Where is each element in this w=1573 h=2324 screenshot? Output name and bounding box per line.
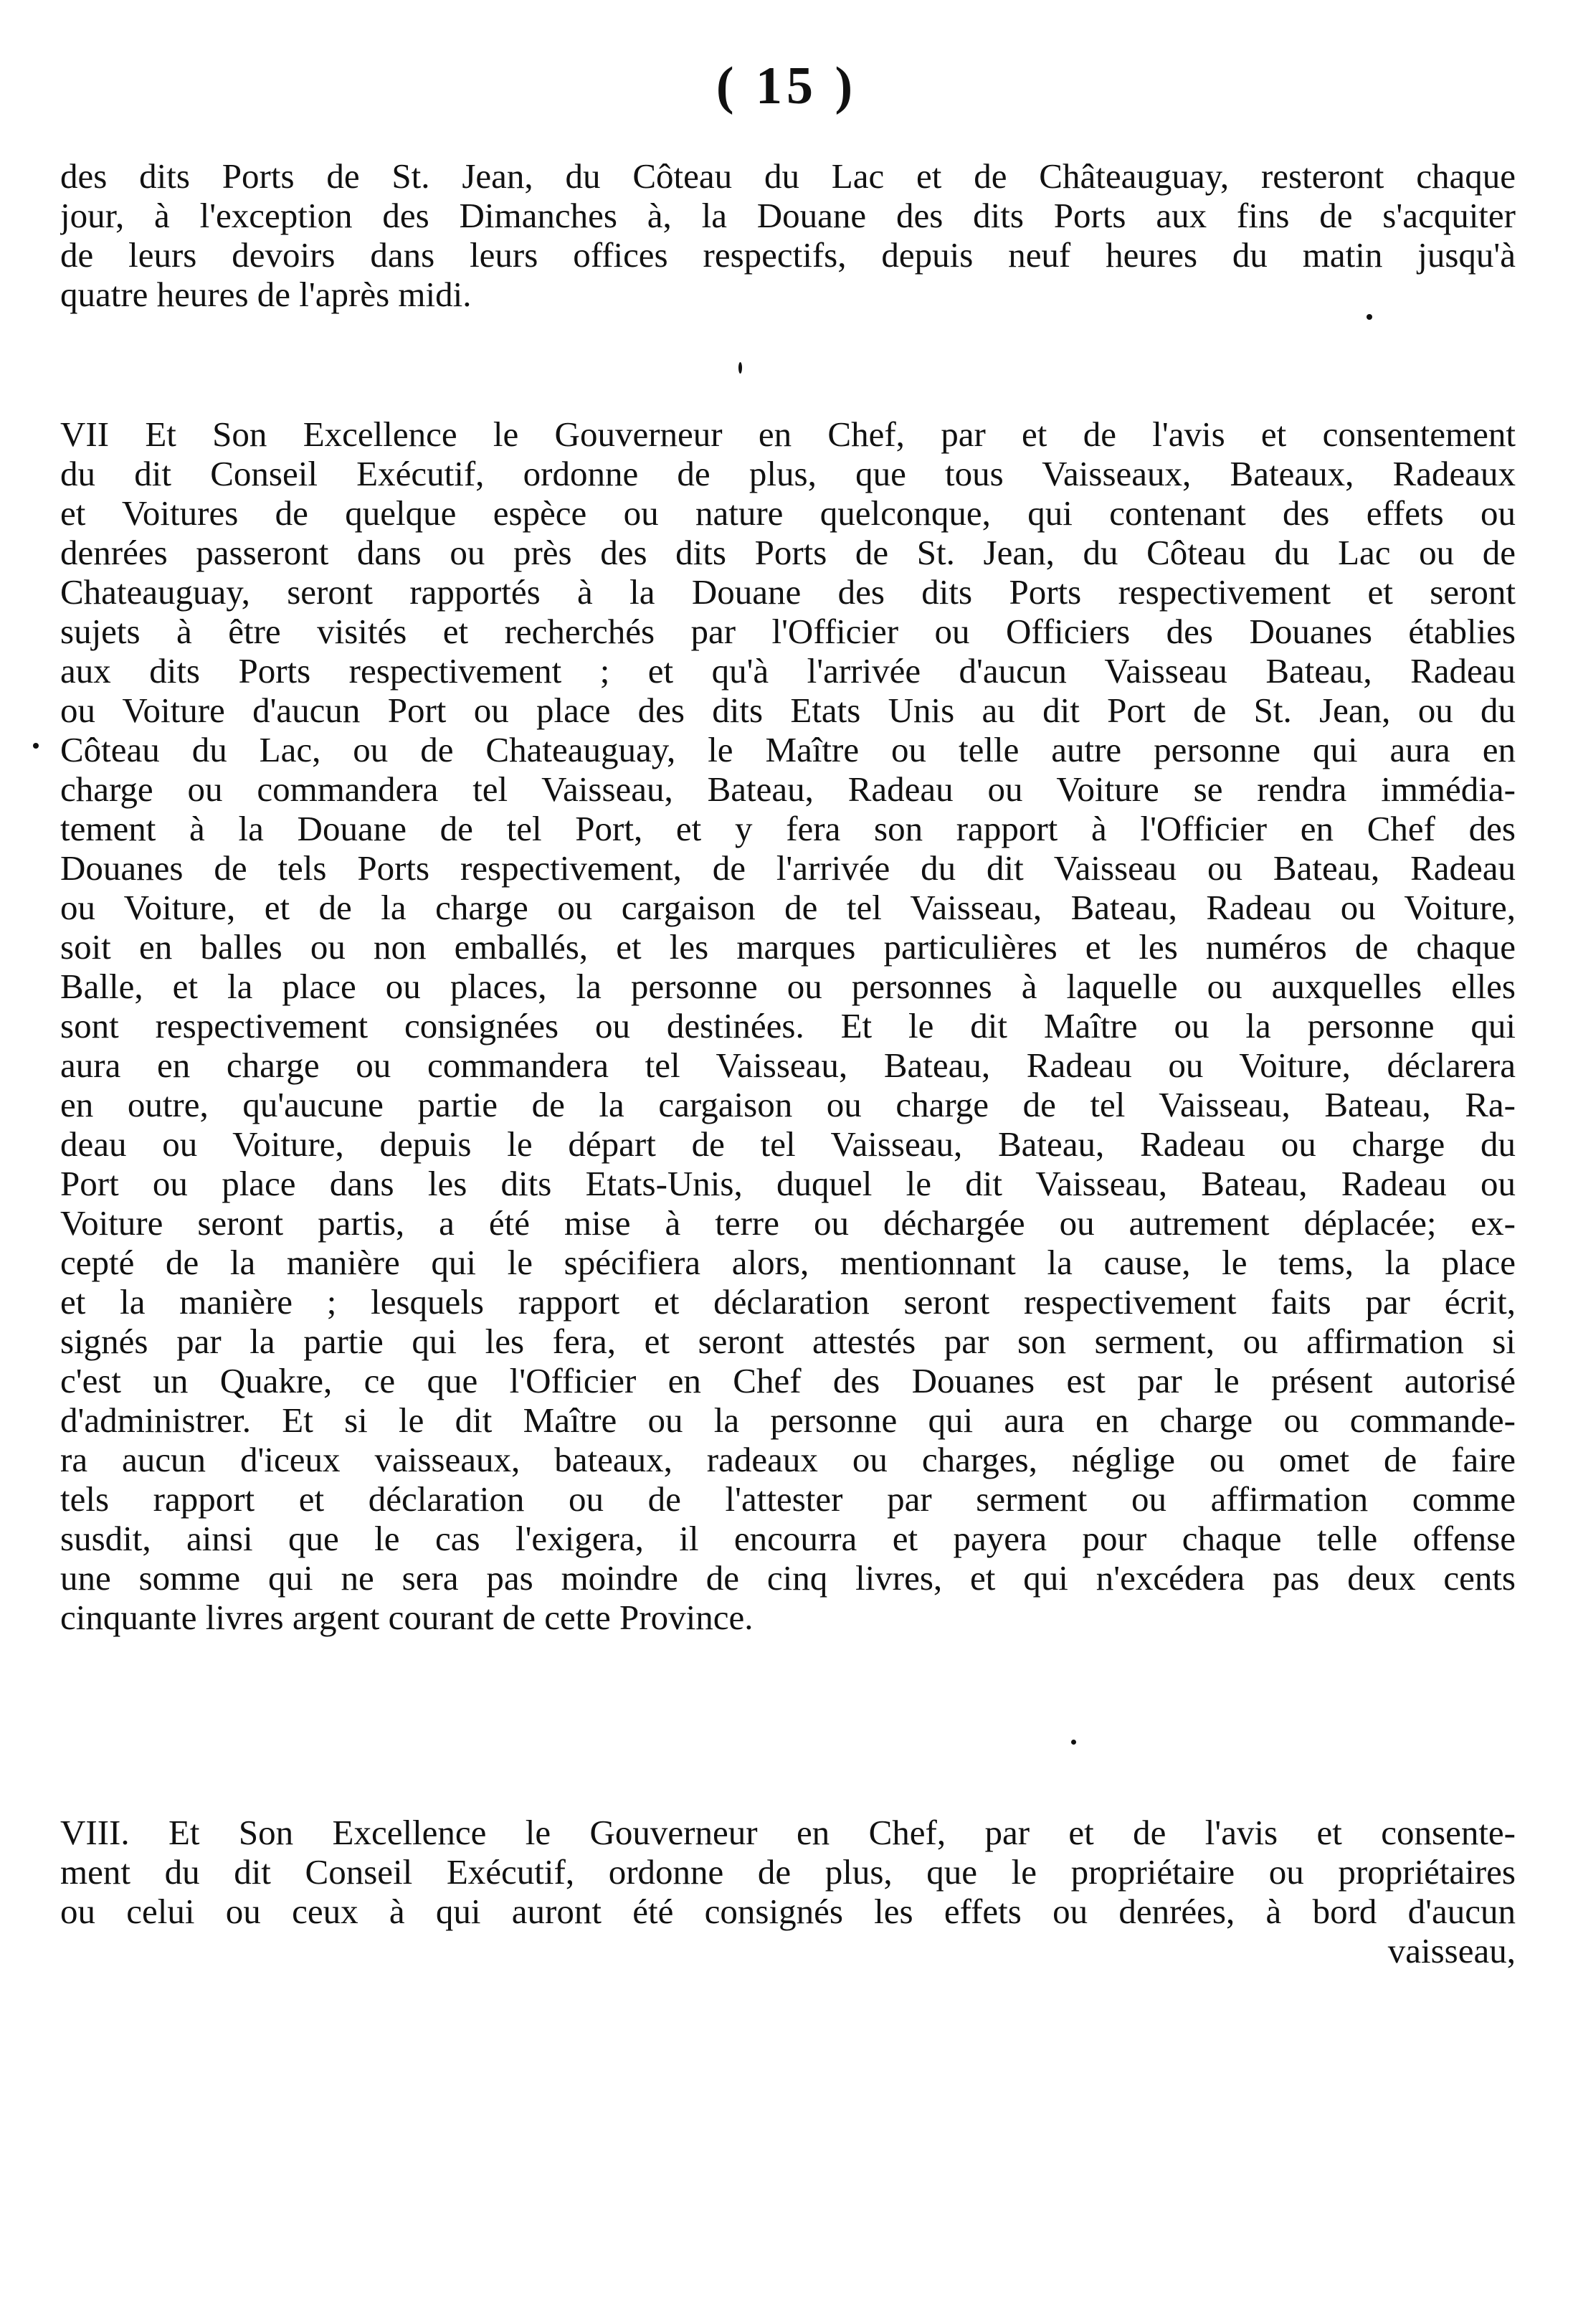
text-line: une somme qui ne sera pas moindre de cinq livres, et qui n'excédera pas deux cents [60,1558,1516,1598]
text-line: sont respectivement consignées ou destinées. Et le dit Maître ou la personne qui [60,1006,1516,1045]
ink-speck [1071,1740,1076,1745]
text-line: Côteau du Lac, ou de Chateauguay, le Maître ou telle autre personne qui aura en [60,730,1516,769]
article-vii [60,414,1516,1637]
text-line: Balle, et la place ou places, la personne ou personnes à laquelle ou auxquelles elles [60,967,1516,1006]
text-line: aux dits Ports respectivement ; et qu'à l'arrivée d'aucun Vaisseau Bateau, Radeau [60,651,1516,691]
text-line: de leurs devoirs dans leurs offices respectifs, depuis neuf heures du matin jusqu'à [60,235,1516,275]
text-line: ou Voiture, et de la charge ou cargaison de tel Vaisseau, Bateau, Radeau ou Voiture, [60,888,1516,927]
text-line: sujets à être visités et recherchés par l'Officier ou Officiers des Douanes établies [60,612,1516,651]
text-line: et la manière ; lesquels rapport et déclaration seront respectivement faits par écrit, [60,1282,1516,1322]
text-line: ou Voiture d'aucun Port ou place des dits Etats Unis au dit Port de St. Jean, ou du [60,691,1516,730]
text-line: aura en charge ou commandera tel Vaisseau, Bateau, Radeau ou Voiture, déclarera [60,1045,1516,1085]
text-line: du dit Conseil Exécutif, ordonne de plus, que tous Vaisseaux, Bateaux, Radeaux [60,454,1516,493]
text-line: Chateauguay, seront rapportés à la Douane des dits Ports respectivement et seront [60,572,1516,612]
text-line: charge ou commandera tel Vaisseau, Bateau, Radeau ou Voiture se rendra immédia- [60,769,1516,809]
page-number: ( 15 ) [716,57,857,115]
text-line: jour, à l'exception des Dimanches à, la Douane des dits Ports aux fins de s'acquiter [60,196,1516,235]
text-line: d'administrer. Et si le dit Maître ou la personne qui aura en charge ou commande- [60,1400,1516,1440]
text-line: susdit, ainsi que le cas l'exigera, il encourra et payera pour chaque telle offense [60,1519,1516,1558]
text-line: denrées passeront dans ou près des dits Ports de St. Jean, du Côteau du Lac ou de [60,533,1516,572]
paragraph-1 [60,156,1516,314]
text-line: des dits Ports de St. Jean, du Côteau du Lac et de Châteauguay, resteront chaque [60,156,1516,196]
ink-speck [738,362,742,374]
text-line: c'est un Quakre, ce que l'Officier en Chef des Douanes est par le présent autorisé [60,1361,1516,1400]
text-line: quatre heures de l'après midi. [60,275,472,314]
ink-speck [33,743,39,749]
catchword: vaisseau, [1387,1931,1516,1970]
text-line: ou celui ou ceux à qui auront été consignés les effets ou denrées, à bord d'aucun [60,1892,1516,1931]
text-line: soit en balles ou non emballés, et les marques particulières et les numéros de chaque [60,927,1516,967]
text-line: Douanes de tels Ports respectivement, de l'arrivée du dit Vaisseau ou Bateau, Radeau [60,848,1516,888]
text-line: signés par la partie qui les fera, et seront attestés par son serment, ou affirmation si [60,1322,1516,1361]
article-viii [60,1813,1516,1970]
text-line: deau ou Voiture, depuis le départ de tel Vaisseau, Bateau, Radeau ou charge du [60,1124,1516,1164]
text-line: cinquante livres argent courant de cette Province. [60,1598,754,1637]
ink-speck [1367,314,1372,320]
text-line: ra aucun d'iceux vaisseaux, bateaux, radeaux ou charges, néglige ou omet de faire [60,1440,1516,1479]
text-line: ment du dit Conseil Exécutif, ordonne de plus, que le propriétaire ou propriétaires [60,1852,1516,1892]
text-line: Port ou place dans les dits Etats-Unis, duquel le dit Vaisseau, Bateau, Radeau ou [60,1164,1516,1203]
text-line: et Voitures de quelque espèce ou nature quelconque, qui contenant des effets ou [60,493,1516,533]
text-line: VII Et Son Excellence le Gouverneur en Chef, par et de l'avis et consentement [60,414,1516,454]
text-line: tels rapport et déclaration ou de l'attester par serment ou affirmation comme [60,1479,1516,1519]
text-line: VIII. Et Son Excellence le Gouverneur en Chef, par et de l'avis et consente- [60,1813,1516,1852]
text-line: Voiture seront partis, a été mise à terre ou déchargée ou autrement déplacée; ex- [60,1203,1516,1243]
text-line: en outre, qu'aucune partie de la cargaison ou charge de tel Vaisseau, Bateau, Ra- [60,1085,1516,1124]
text-line: tement à la Douane de tel Port, et y fera son rapport à l'Officier en Chef des [60,809,1516,848]
text-line: cepté de la manière qui le spécifiera alors, mentionnant la cause, le tems, la place [60,1243,1516,1282]
